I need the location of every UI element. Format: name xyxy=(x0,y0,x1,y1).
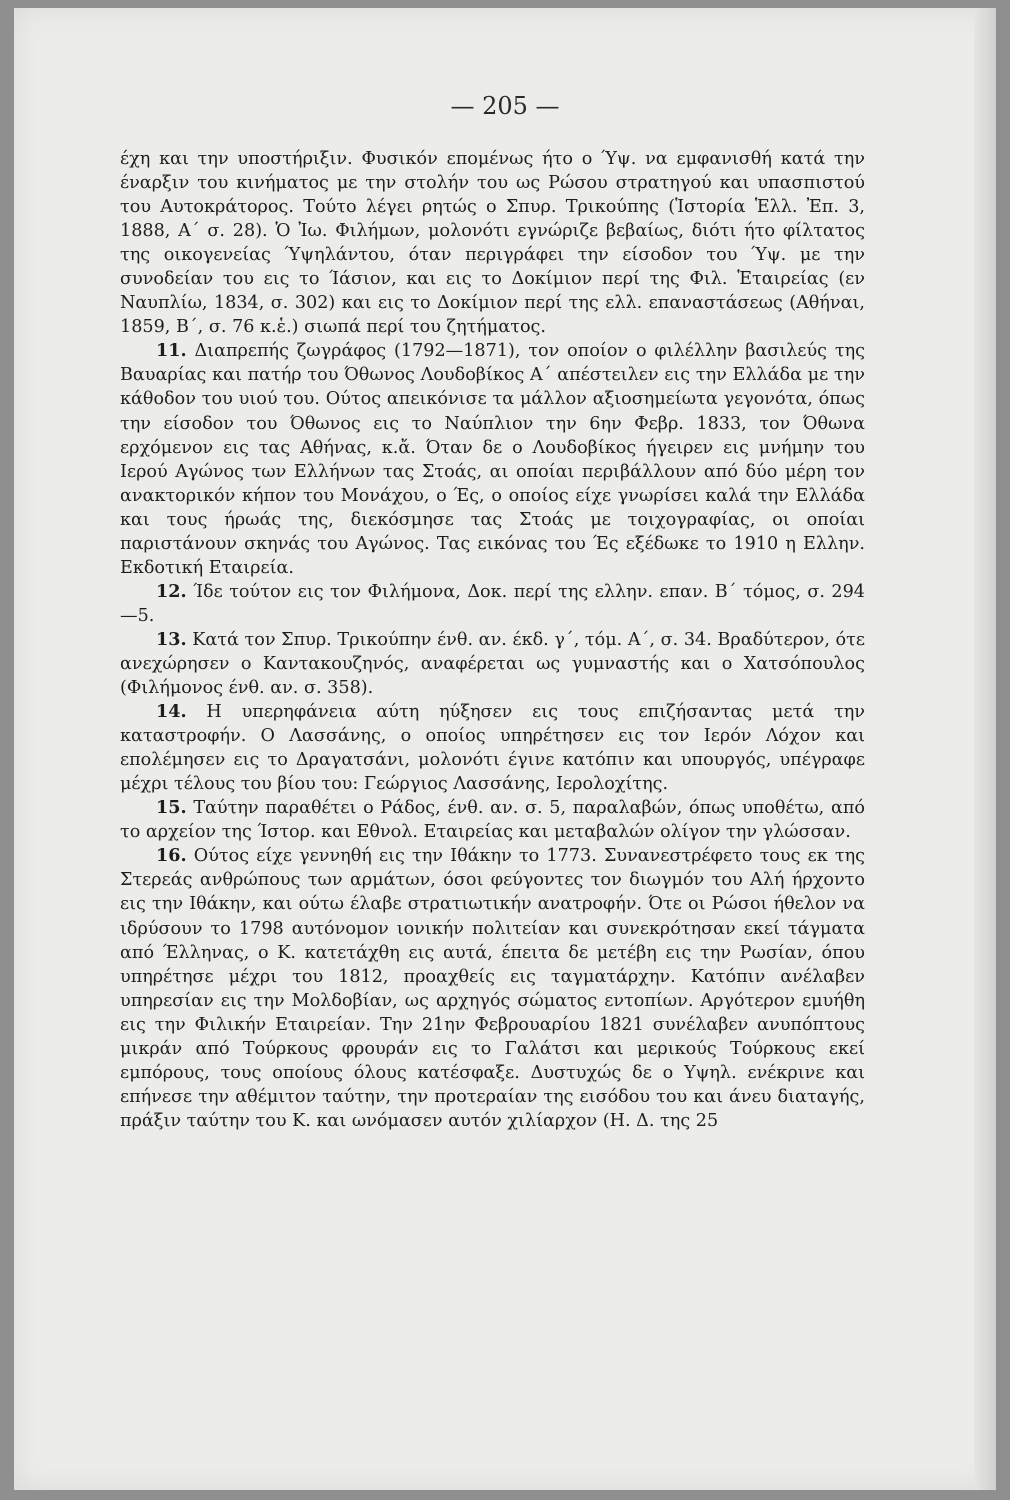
footnote-number: 13. xyxy=(156,628,187,650)
footnote-text: Ίδε τούτον εις τον Φιλήμονα, Δοκ. περί της ελλην. επαν. Β΄ τόμος, σ. 294—5. xyxy=(120,581,866,626)
footnote-12 xyxy=(120,580,865,628)
footnote-text: Διαπρεπής ζωγράφος (1792—1871), τον οποίον ο φιλέλλην βασιλεύς της Βαυαρίας και πατήρ του Όθωνος Λουδοβίκος Α΄ απέστειλεν εις την Ελλάδα με την κάθοδον του υιού του. Ούτος απεικόνισε τα μάλλον αξιοσημείωτα γεγονότα, όπως την είσοδον του Όθωνος εις το Ναύπλιον την 6ην Φεβρ. 1833, τον Όθωνα ερχόμενον εις τας Αθήνας, κ.ἄ. Όταν δε ο Λουδοβίκος ήγειρεν εις μνήμην του Ιερού Αγώνος των Ελλήνων τας Στοάς, αι οποίαι περιβάλλουν από δύο μέρη τον ανακτορικόν κήπον του Μονάχου, ο Ές, ο οποίος είχε γνωρίσει καλά την Ελλάδα και τους ήρωάς της, διεκόσμησε τας Στοάς με τοιχογραφίας, οι οποίαι παριστάνουν σκηνάς του Αγώνος. Τας εικόνας του Ές εξέδωκε το 1910 η Ελλην. Εκδοτική Εταιρεία. xyxy=(120,341,866,578)
footnote-number: 11. xyxy=(156,340,187,362)
footnote-14 xyxy=(120,700,865,796)
paragraph-text: έχη και την υποστήριξιν. Φυσικόν επομένως ήτο ο Ύψ. να εμφανισθή κατά την έναρξιν του κινήματος με την στολήν του ως Ρώσου στρατηγού και υπασπιστού του Αυτοκράτορος. Τούτο λέγει ρητώς ο Σπυρ. Τρικούπης (Ἱστορία Ἑλλ. Ἐπ. 3, 1888, Α΄ σ. 28). Ὁ Ἰω. Φιλήμων, μολονότι εγνώριζε βεβαίως, διότι ήτο φίλτατος της οικογενείας Ύψηλάντου, όταν περιγράφει την είσοδον του Ύψ. με την συνοδείαν του εις το Ίάσιον, και εις το Δοκίμιον περί της Φιλ. Ἑταιρείας (εν Ναυπλίω, 1834, σ. 302) και εις το Δοκίμιον περί της ελλ. επαναστάσεως (Αθήναι, 1859, Β΄, σ. 76 κ.ἑ.) σιωπά περί του ζητήματος. xyxy=(120,149,865,338)
footnote-text: Ταύτην παραθέτει ο Ράδος, ένθ. αν. σ. 5, παραλαβών, όπως υποθέτω, από το αρχείον της Ίστορ. και Εθνολ. Εταιρείας και μεταβαλών ολίγον την γλώσσαν. xyxy=(120,798,866,843)
book-page xyxy=(14,8,996,1490)
footnote-paragraph xyxy=(120,147,865,339)
footnote-15 xyxy=(120,796,865,844)
footnote-text: Κατά τον Σπυρ. Τρικούπην ένθ. αν. έκδ. γ΄, τόμ. Α΄, σ. 34. Βραδύτερον, ότε ανεχώρησεν ο Καντακουζηνός, αναφέρεται ως γυμναστής και ο Χατσόπουλος (Φιλήμονος ένθ. αν. σ. 358). xyxy=(120,629,865,699)
footnote-text: Ούτος είχε γεννηθή εις την Ιθάκην το 1773. Συνανεστρέφετο τους εκ της Στερεάς ανθρώπους των αρμάτων, όσοι φεύγοντες τον διωγμόν του Αλή ήρχοντο εις την Ιθάκην, και ούτω έλαβε στρατιωτικήν ανατροφήν. Ότε οι Ρώσοι ήθελον να ιδρύσουν το 1798 αυτόνομον ιονικήν πολιτείαν και συνεκρότησαν εκεί τάγματα από Έλληνας, ο Κ. κατετάχθη εις αυτά, έπειτα δε μετέβη εις την Ρωσίαν, όπου υπηρέτησε μέχρι του 1812, προαχθείς εις ταγματάρχην. Κατόπιν ανέλαβεν υπηρεσίαν εις την Μολδοβίαν, ως αρχηγός σώματος εντοπίων. Αργότερον εμυήθη εις την Φιλικήν Εταιρείαν. Την 21ην Φεβρουαρίου 1821 συνέλαβεν ανυπόπτους μικράν από Τούρκους φρουράν εις το Γαλάτσι και μερικούς Τούρκους εκεί εμπόρους, τους οποίους όλους κατέσφαξε. Δυστυχώς δε ο Υψηλ. ενέκρινε και επήνεσε την αθέμιτον ταύτην, την προτεραίαν της εισόδου του και άνευ διαταγής, πράξιν ταύτην του Κ. και ωνόμασεν αυτόν χιλίαρχον (Η. Δ. της 25 xyxy=(120,846,865,1131)
footnote-number: 15. xyxy=(156,797,187,819)
page-number: — 205 — xyxy=(450,92,560,120)
footnote-text: Η υπερηφάνεια αύτη ηύξησεν εις τους επιζήσαντας μετά την καταστροφήν. Ο Λασσάνης, ο οποίος υπηρέτησεν εις τον Ιερόν Λόχον και επολέμησεν εις το Δραγατσάνι, μολονότι έγινε κατόπιν και υπουργός, υπέγραφε μέχρι τέλους του βίου του: Γεώργιος Λασσάνης, Ιερολοχίτης. xyxy=(120,702,865,795)
footnotes-body xyxy=(120,147,865,1133)
page-edge xyxy=(974,8,996,1490)
footnote-16 xyxy=(120,844,865,1133)
footnote-11 xyxy=(120,339,865,579)
footnote-number: 14. xyxy=(156,701,187,723)
footnote-13 xyxy=(120,628,865,700)
footnote-number: 12. xyxy=(156,580,187,602)
footnote-number: 16. xyxy=(156,845,187,867)
